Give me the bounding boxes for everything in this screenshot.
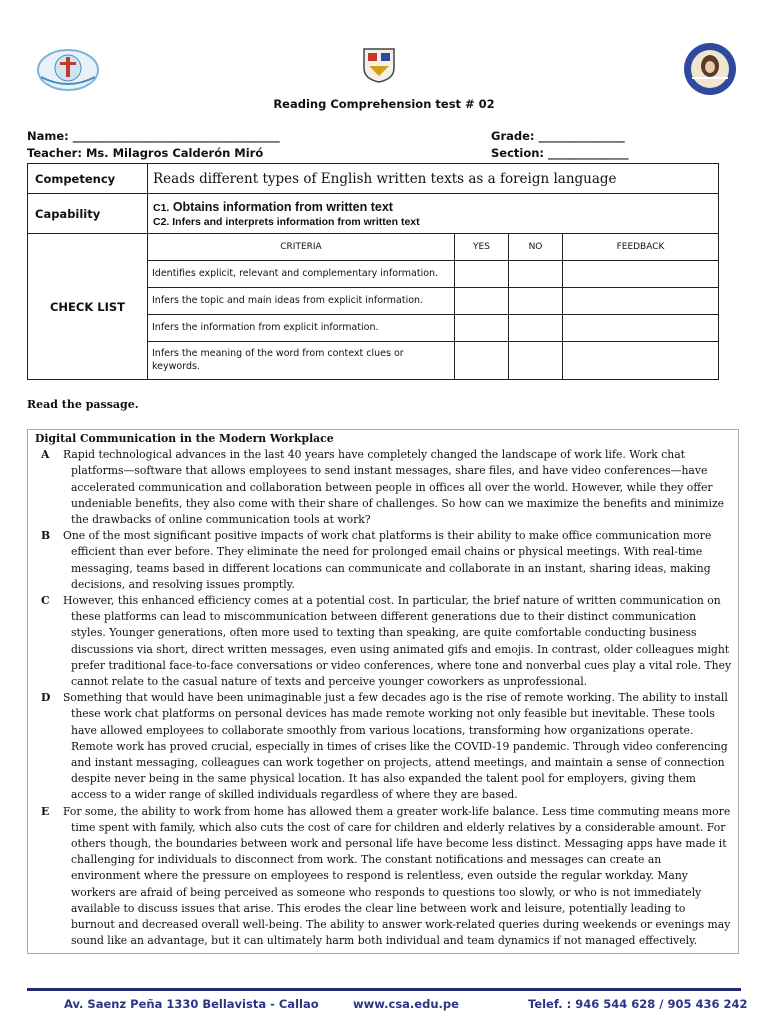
feedback-cell[interactable] [563,287,719,314]
capability-c1-text: Obtains information from written text [169,199,393,214]
name-field[interactable]: Name: ____________________________________ [27,129,280,143]
yes-header: YES [455,234,509,260]
footer-address: Av. Saenz Peña 1330 Bellavista - Callao [64,997,319,1011]
footer-website-link[interactable]: www.csa.edu.pe [353,997,459,1011]
passage-box [27,429,739,954]
paragraph-c [35,593,732,690]
competency-label: Competency [28,164,148,194]
criteria-header: CRITERIA [148,234,455,260]
paragraph-a [35,447,732,528]
capability-value [148,194,719,234]
yes-cell[interactable] [455,314,509,341]
paragraph-letter: C [41,594,50,608]
no-cell[interactable] [509,314,563,341]
yes-cell[interactable] [455,287,509,314]
yes-cell[interactable] [455,341,509,379]
passage-title: Digital Communication in the Modern Workplace [35,432,334,445]
capability-c2: C2. Infers and interprets information from written text [153,215,420,228]
no-cell[interactable] [509,260,563,287]
test-title: Reading Comprehension test # 02 [273,97,495,111]
teacher-label: Teacher: Ms. Milagros Calderón Miró [27,146,264,160]
capability-label: Capability [28,194,148,234]
criteria-row-text: Infers the meaning of the word from context clues or keywords. [148,341,455,379]
paragraph-letter: A [41,448,50,462]
paragraph-text: One of the most significant positive impacts of work chat platforms is their ability to make office communication more efficient than ever before. They eliminate the need for prolonged email chains or physical meetings. With real-time messaging, teams based in different locations can communicate and collaborate in an instant, sharing ideas, making decisions, and resolving issues promptly. [63,529,712,591]
capability-c1-code: C1. [153,201,170,214]
paragraph-text: Rapid technological advances in the last 40 years have completely changed the landscape of work life. Work chat platforms—software that allows employees to send instant messages, share files, and have video conferences—have accelerated communication and collaboration between people in offices all over the world. However, while they offer undeniable benefits, they also come with their share of challenges. So how can we maximize the benefits and minimize the drawbacks of online communication tools at work? [63,448,725,527]
read-instruction: Read the passage. [27,398,139,411]
feedback-cell[interactable] [563,314,719,341]
criteria-row-text: Infers the topic and main ideas from explicit information. [148,287,455,314]
paragraph-text: Something that would have been unimaginable just a few decades ago is the rise of remote working. The ability to install these work chat platforms on personal devices has made remote working not only feasible but inevitable. These tools have allowed employees to collaborate smoothly from various locations, transforming how organizations operate. Remote work has proved crucial, especially in times of crises like the COVID-19 pandemic. Through video conferencing and instant messaging, colleagues can work together on projects, attend meetings, and maintain a sense of connection despite never being in the same physical location. It has also expanded the talent pool for employers, giving them access to a wider range of skilled individuals regardless of where they are based. [63,691,728,802]
footer-phone: Telef. : 946 544 628 / 905 436 242 [528,997,748,1011]
grade-field[interactable]: Grade: _______________ [491,129,625,143]
right-school-seal-logo [680,42,740,96]
paragraph-text: For some, the ability to work from home has allowed them a greater work-life balance. Less time commuting means more time spent with family, which also cuts the cost of care for children and elderly relatives by a considerable amount. For others though, the boundaries between work and personal life have become less distinct. Messaging apps have made it challenging for individuals to disconnect from work. The constant notifications and messages can create an environment where the pressure on employees to respond is relentless, even outside the regular workday. Many workers are afraid of being perceived as someone who responds to questions too slowly, or who is not immediately available to discuss issues that arise. This erodes the clear line between work and leisure, potentially leading to burnout and decreased overall well-being. The ability to answer work-related queries during weekends or evenings may sound like an advantage, but it can ultimately harm both individual and team dynamics if not managed effectively. [63,804,731,948]
paragraph-letter: D [41,691,51,705]
left-school-logo [35,47,101,93]
paragraph-d [35,690,732,803]
footer-divider [27,988,741,991]
feedback-cell[interactable] [563,341,719,379]
paragraph-letter: E [41,804,50,818]
feedback-header: FEEDBACK [563,234,719,260]
no-cell[interactable] [509,341,563,379]
competency-table [27,163,719,380]
yes-cell[interactable] [455,260,509,287]
paragraph-letter: B [41,529,51,543]
criteria-row-text: Identifies explicit, relevant and complementary information. [148,260,455,287]
no-cell[interactable] [509,287,563,314]
feedback-cell[interactable] [563,260,719,287]
competency-value: Reads different types of English written texts as a foreign language [148,164,719,194]
center-crest-logo [361,46,397,84]
criteria-row-text: Infers the information from explicit information. [148,314,455,341]
checklist-label: CHECK LIST [28,234,148,380]
paragraph-b [35,528,732,593]
no-header: NO [509,234,563,260]
section-field[interactable]: Section: ______________ [491,146,629,160]
paragraph-text: However, this enhanced efficiency comes at a potential cost. In particular, the brief nature of written communication on these platforms can lead to miscommunication between different generations due to their distinct communication styles. Younger generations, often more used to texting than speaking, are quite comfortable conducting business discussions via short, direct written messages, even using animated gifs and emojis. In contrast, older colleagues might prefer traditional face-to-face conversations or video conferences, where tone and nonverbal cues play a vital role. They cannot relate to the casual nature of texts and perceive younger coworkers as unprofessional. [63,594,732,689]
criteria-table [148,234,718,379]
paragraph-e [35,804,732,950]
